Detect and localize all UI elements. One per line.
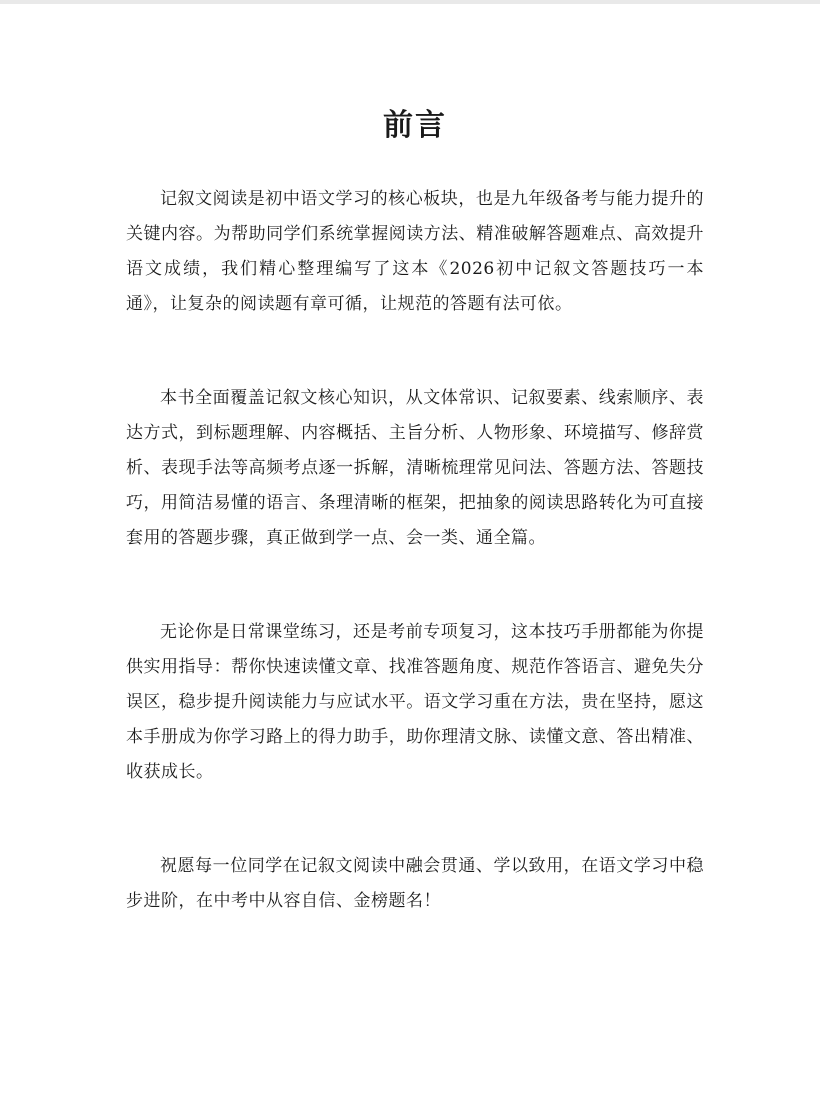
page-title: 前言	[383, 108, 447, 143]
page-top-edge	[0, 0, 820, 4]
document-page	[126, 100, 704, 919]
paragraph-wishes: 祝愿每一位同学在记叙文阅读中融会贯通、学以致用，在语文学习中稳步进阶，在中考中从容自信、金榜题名！	[126, 856, 704, 911]
paragraph-content-overview: 本书全面覆盖记叙文核心知识，从文体常识、记叙要素、线索顺序、表达方式，到标题理解、内容概括、主旨分析、人物形象、环境描写、修辞赏析、表现手法等高频考点逐一拆解，清晰梳理常见问法、答题方法、答题技巧，用简洁易懂的语言、条理清晰的框架，把抽象的阅读思路转化为可直接套用的答题步骤，真正做到学一点、会一类、通全篇。	[126, 388, 704, 548]
paragraph-usage: 无论你是日常课堂练习，还是考前专项复习，这本技巧手册都能为你提供实用指导：帮你快速读懂文章、找准答题角度、规范作答语言、避免失分误区，稳步提升阅读能力与应试水平。语文学习重在方法，贵在坚持，愿这本手册成为你学习路上的得力助手，助你理清文脉、读懂文意、答出精准、收获成长。	[126, 622, 704, 782]
paragraph-intro: 记叙文阅读是初中语文学习的核心板块，也是九年级备考与能力提升的关键内容。为帮助同学们系统掌握阅读方法、精准破解答题难点、高效提升语文成绩，我们精心整理编写了这本《2026初中记叙文答题技巧一本通》，让复杂的阅读题有章可循，让规范的答题有法可依。	[126, 189, 704, 314]
